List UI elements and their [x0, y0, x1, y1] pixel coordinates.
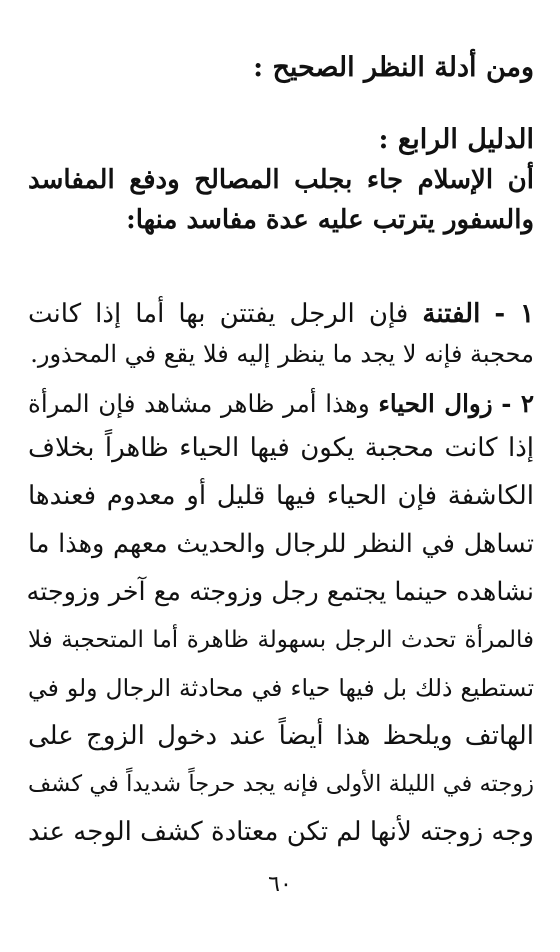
item-1-line-1 — [28, 294, 534, 334]
item-2-line-8: الهاتف ويلحظ هذا أيضاً عند دخول الزوج على — [28, 721, 534, 751]
item-2-line-9: زوجته في الليلة الأولى فإنه يجد حرجاً شديداً في كشف — [28, 771, 534, 797]
item-2-line-4: تساهل في النظر للرجال والحديث معهم وهذا ما — [28, 529, 534, 559]
item-2-line-1 — [28, 384, 534, 424]
item-2-line-7: تستطيع ذلك بل فيها حياء في محادثة الرجال ولو في — [28, 674, 534, 702]
item-2-text: وهذا أمر ظاهر مشاهد فإن المرأة — [28, 389, 370, 418]
item-2-line-2: إذا كانت محجبة يكون فيها الحياء ظاهراً بخلاف — [28, 433, 534, 463]
item-2-line-10: وجه زوجته لأنها لم تكن معتادة كشف الوجه عند — [28, 817, 534, 847]
item-1-number: ١ - — [494, 299, 535, 329]
item-2-line-6: فالمرأة تحدث الرجل بسهولة ظاهرة أما المتحجبة فلا — [28, 627, 534, 653]
page-number: ٦٠ — [268, 872, 292, 897]
item-2-number: ٢ - — [501, 389, 535, 418]
item-2-line-5: نشاهده حينما يجتمع رجل وزوجته مع آخر وزوجته — [26, 577, 534, 607]
evidence-statement-line-1: أن الإسلام جاء بجلب المصالح ودفع المفاسد — [28, 165, 534, 195]
item-2-line-3: الكاشفة فإن الحياء فيها قليل أو معدوم فعندها — [28, 481, 534, 511]
item-1-title: الفتنة — [422, 299, 481, 329]
item-1-line-2: محجبة فإنه لا يجد ما ينظر إليه فلا يقع في المحذور. — [30, 340, 534, 368]
section-title: ومن أدلة النظر الصحيح : — [253, 52, 534, 83]
item-2-title: زوال الحياء — [378, 389, 493, 418]
item-1-text: فإن الرجل يفتتن بها أما إذا كانت — [28, 299, 409, 329]
evidence-label: الدليل الرابع : — [378, 124, 534, 155]
evidence-statement-line-2: والسفور يترتب عليه عدة مفاسد منها: — [126, 205, 534, 235]
